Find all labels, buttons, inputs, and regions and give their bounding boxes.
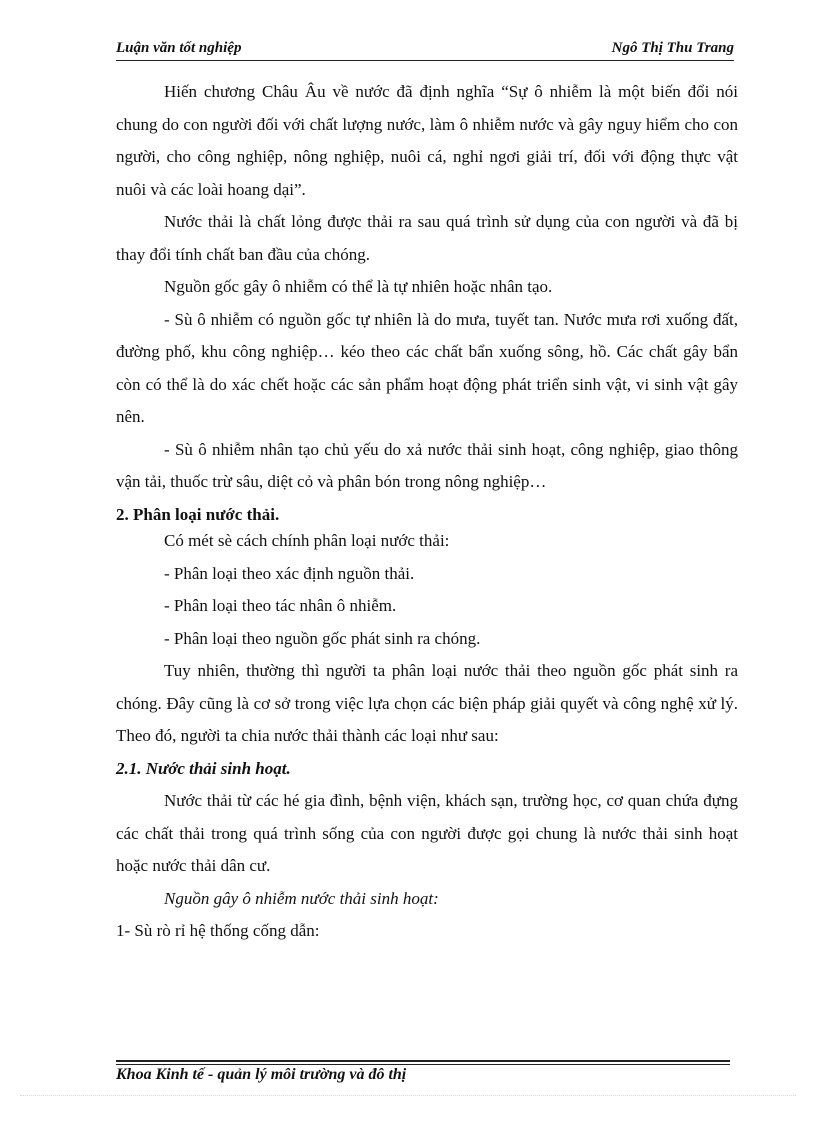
paragraph-domestic-sources: Nguồn gây ô nhiễm nước thải sinh hoạt:	[164, 888, 439, 908]
section-heading-classification: 2. Phân loại nước thải.	[116, 504, 280, 524]
paragraph-pollution-sources: Nguồn gốc gây ô nhiễm có thể là tự nhiên hoặc nhân tạo.	[164, 277, 553, 296]
list-item-by-source: - Phân loại theo xác định nguồn thải.	[164, 563, 415, 583]
header-author-name: Ngô Thị Thu Trang	[611, 40, 734, 56]
footer-rule	[116, 1060, 730, 1062]
paragraph-classification-intro: Có mét sè cách chính phân loại nước thải:	[164, 531, 450, 550]
paragraph-domestic-definition: Nước thải từ các hé gia đình, bệnh viện, khách sạn, trường học, cơ quan chứa đựng các chất thải trong quá trình sống của con người được gọi chung là nước thải sinh hoạt hoặc nước thải dân cư.	[116, 791, 738, 875]
paragraph-natural-pollution: - Sù ô nhiễm có nguồn gốc tự nhiên là do mưa, tuyết tan. Nước mưa rơi xuống đất, đường phố, khu công nghiệp… kéo theo các chất bẩn xuống sông, hồ. Các chất gây bẩn còn có thể là do xác chết hoặc các sản phẩm hoạt động phát triển sinh vật, vi sinh vật gây nên.	[116, 309, 738, 426]
page-bottom-dotted-line	[20, 1095, 796, 1096]
paragraph-classification-basis: Tuy nhiên, thường thì người ta phân loại nước thải theo nguồn gốc phát sinh ra chóng. Đây cũng là cơ sở trong việc lựa chọn các biện pháp giải quyết và công nghệ xử lý. Theo đó, người ta chia nước thải thành các loại như sau:	[116, 661, 738, 745]
paragraph-sewer-leak: 1- Sù rò rỉ hệ thống cống dẫn:	[116, 921, 320, 940]
subsection-heading-domestic: 2.1. Nước thải sinh hoạt.	[116, 758, 291, 778]
header-thesis-title: Luận văn tốt nghiệp	[116, 40, 242, 56]
paragraph-artificial-pollution: - Sù ô nhiễm nhân tạo chủ yếu do xả nước thải sinh hoạt, công nghiệp, giao thông vận tải, thuốc trừ sâu, diệt cỏ và phân bón trong nông nghiệp…	[116, 439, 738, 491]
paragraph-european-charter: Hiến chương Châu Âu về nước đã định nghĩa “Sự ô nhiễm là một biến đổi nói chung do con người đối với chất lượng nước, làm ô nhiễm nước và gây nguy hiểm cho con người, cho công nghiệp, nông nghiệp, nuôi cá, nghỉ ngơi giải trí, đối với động thực vật nuôi và các loài hoang dại”.	[116, 82, 738, 199]
list-item-by-agent: - Phân loại theo tác nhân ô nhiễm.	[164, 596, 397, 615]
page-footer: Khoa Kinh tế - quản lý môi trường và đô thị	[116, 1066, 407, 1083]
page-header	[116, 38, 734, 61]
paragraph-wastewater-definition: Nước thải là chất lỏng được thải ra sau quá trình sử dụng của con người và đã bị thay đổi tính chất ban đầu của chóng.	[116, 212, 738, 264]
footer-rule-thin	[116, 1064, 730, 1065]
page-content	[116, 76, 738, 948]
list-item-by-origin: - Phân loại theo nguồn gốc phát sinh ra chóng.	[164, 628, 481, 648]
